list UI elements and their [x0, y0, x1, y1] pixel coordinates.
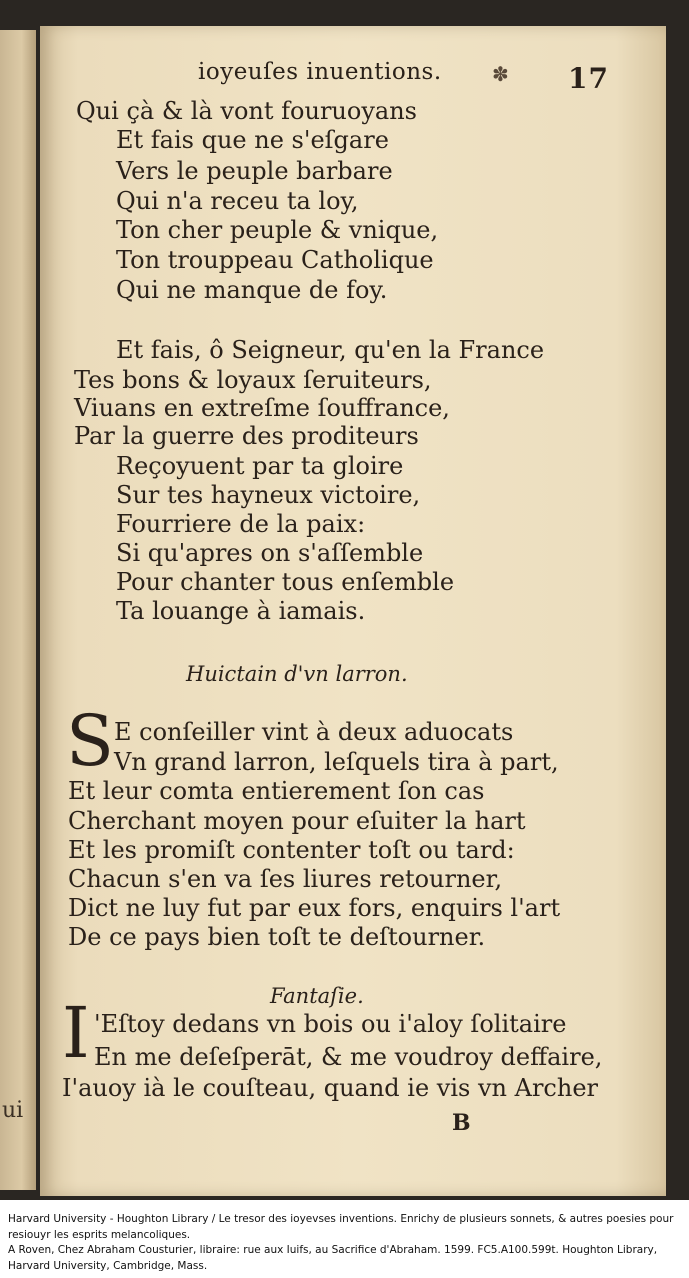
poem-line: Cherchant moyen pour eſuiter la hart: [68, 807, 526, 835]
facing-page-word: ui: [2, 1098, 24, 1123]
poem-line: Si qu'apres on s'aſſemble: [116, 539, 424, 567]
poem-line: Ton cher peuple & vnique,: [116, 216, 439, 244]
poem-line: De ce pays bien toſt te deſtourner.: [68, 923, 486, 951]
poem-line: Qui n'a receu ta loy,: [116, 187, 359, 215]
poem-line: Fourriere de la paix:: [116, 510, 366, 538]
section-heading: Huictain d'vn larron.: [186, 662, 408, 686]
poem-line: Pour chanter tous enſemble: [116, 568, 455, 596]
caption-line: Harvard University - Houghton Library / Le tresor des ioyevses inventions. Enrichy de plusieurs sonnets, & autres poesies pour resiouyr les esprits melancoliques.: [8, 1213, 674, 1241]
poem-line: Viuans en extreſme ſouffrance,: [74, 394, 450, 422]
poem-line: En me deſeſperāt, & me voudroy deffaire,: [94, 1043, 603, 1071]
poem-line: E conſeiller vint à deux aduocats: [114, 718, 514, 746]
poem-line: Et les promiſt contenter toſt ou tard:: [68, 836, 515, 864]
poem-line: Vn grand larron, leſquels tira à part,: [114, 748, 559, 776]
poem-line: I'auoy ià le couſteau, quand ie vis vn Archer: [62, 1074, 598, 1102]
book-page: [40, 26, 666, 1196]
poem-line: Et leur comta entierement ſon cas: [68, 777, 485, 805]
poem-line: Dict ne luy fut par eux fors, enquirs l'art: [68, 894, 561, 922]
poem-line: Qui çà & là vont fouruoyans: [76, 97, 417, 125]
poem-line: Qui ne manque de foy.: [116, 276, 388, 304]
running-head: ioyeuſes inuentions.: [198, 59, 442, 85]
poem-line: Sur tes hayneux victoire,: [116, 481, 421, 509]
page-number: 17: [568, 62, 609, 95]
poem-line: Par la guerre des proditeurs: [74, 422, 419, 450]
poem-line: Ton trouppeau Catholique: [116, 246, 434, 274]
image-caption: [8, 1212, 680, 1274]
signature-mark: B: [452, 1110, 471, 1136]
poem-line: Vers le peuple barbare: [116, 157, 393, 185]
poem-line: Reçoyuent par ta gloire: [116, 452, 404, 480]
poem-line: 'Eſtoy dedans vn bois ou i'aloy ſolitaire: [94, 1010, 567, 1038]
ornament-icon: ✽: [492, 62, 509, 86]
poem-line: Et fais que ne s'eſgare: [116, 126, 389, 154]
poem-line: Chacun s'en va ſes liures retourner,: [68, 865, 503, 893]
poem-line: Tes bons & loyaux ſeruiteurs,: [74, 366, 432, 394]
drop-cap: S: [66, 700, 114, 782]
poem-line: Ta louange à iamais.: [116, 597, 366, 625]
facing-page-edge: [0, 30, 36, 1190]
section-heading: Fantaſie.: [270, 984, 364, 1008]
drop-cap: I: [62, 992, 90, 1074]
poem-line: Et fais, ô Seigneur, qu'en la France: [116, 336, 545, 364]
caption-line: A Roven, Chez Abraham Cousturier, libraire: rue aux Iuifs, au Sacrifice d'Abraham. 1599. FC5.A100.599t. Houghton Library, Harvard University, Cambridge, Mass.: [8, 1244, 658, 1272]
